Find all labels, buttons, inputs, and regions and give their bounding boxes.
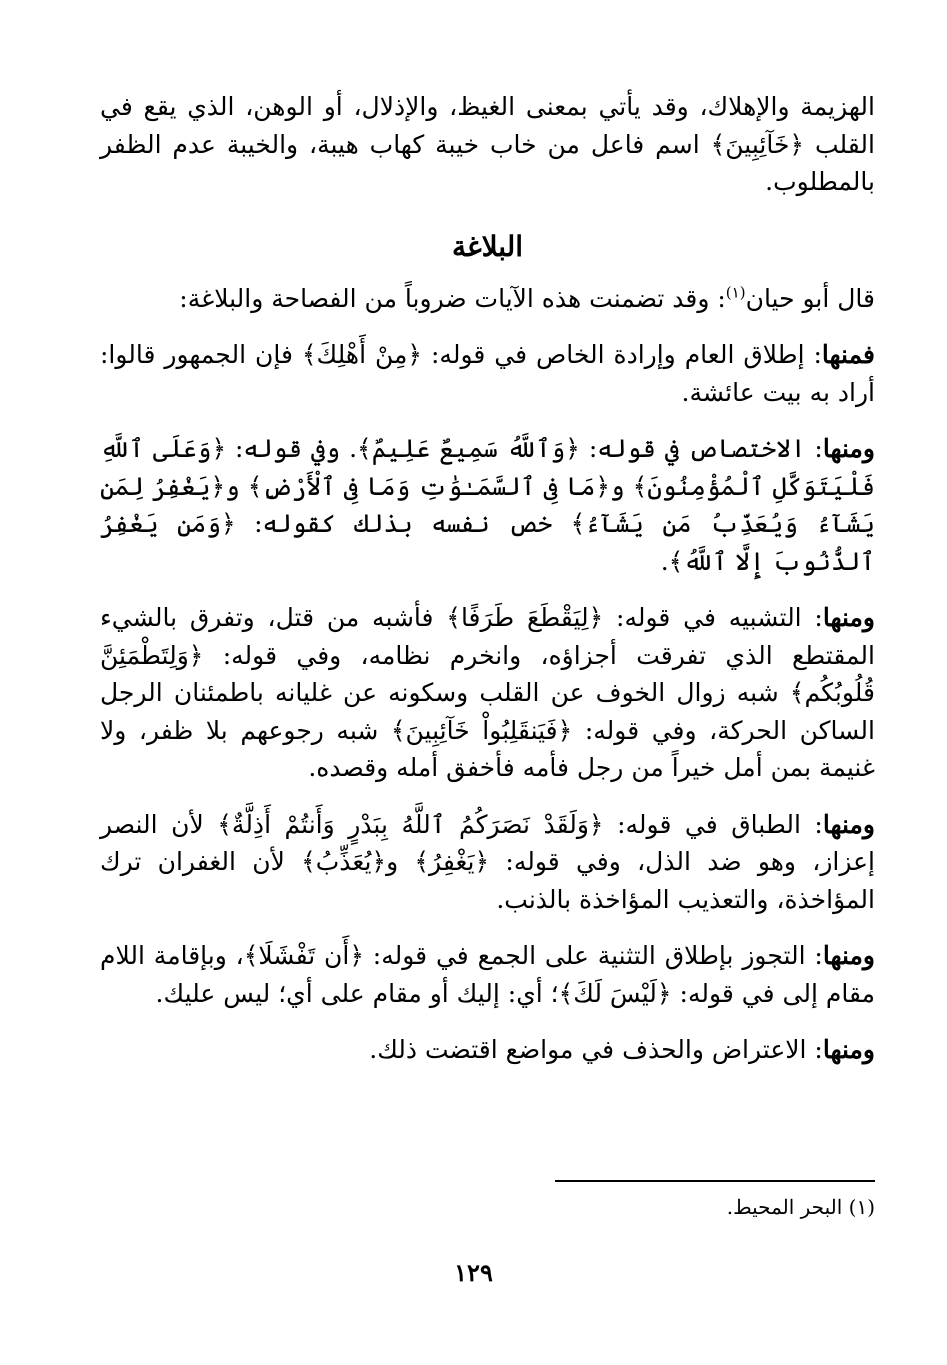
- paragraph-lead: ومنها: [822, 941, 875, 971]
- paragraph-6: [100, 1031, 875, 1069]
- section-heading: البلاغة: [451, 229, 524, 263]
- paragraph-1: [100, 336, 875, 411]
- footnote: (١) البحر المحيط.: [726, 1195, 875, 1219]
- quote-before: قال أبو حيان: [745, 283, 875, 313]
- footnote-marker: (١): [725, 283, 746, 302]
- paragraph-3: [100, 599, 875, 787]
- paragraph-text: : الاعتراض والحذف في مواضع اقتضت ذلك.: [369, 1035, 823, 1065]
- intro-paragraph: الهزيمة والإهلاك، وقد يأتي بمعنى الغيظ، والإذلال، أو الوهن، الذي يقع في القلب ﴿خَآئِبِينَ﴾ اسم فاعل من خاب خيبة كهاب هيبة، والخيبة عدم الظفر بالمطلوب.: [100, 92, 875, 196]
- paragraph-text: : التجوز بإطلاق التثنية على الجمع في قوله: ﴿أَن تَفْشَلَا﴾، وبإقامة اللام مقام إلى في قوله: ﴿لَيْسَ لَكَ﴾؛ أي: إليك أو مقام على أي؛ ليس عليك.: [100, 941, 875, 1008]
- paragraph-text: : الطباق في قوله: ﴿وَلَقَدْ نَصَرَكُمُ ٱللَّهُ بِبَدْرٍ وَأَنتُمْ أَذِلَّةٌ﴾ لأن النصر إعزاز، وهو ضد الذل، وفي قوله: ﴿يَغْفِرُ﴾ و﴿يُعَذِّبُ﴾ لأن الغفران ترك المؤاخذة، والتعذيب المؤاخذة بالذنب.: [100, 809, 875, 914]
- paragraph-lead: ومنها: [822, 434, 875, 464]
- paragraph-text: : الاختصاص في قوله: ﴿وَٱللَّهُ سَمِيعٌ عَلِيمٌ﴾. وفي قوله: ﴿وَعَلَى ٱللَّهِ فَلْيَتَوَكَّلِ ٱلْمُؤْمِنُونَ﴾ و﴿مَا فِى ٱلسَّمَـٰوَٰتِ وَمَا فِى ٱلْأَرْضِ﴾ و﴿يَغْفِرُ لِمَن يَشَآءُ وَيُعَذِّبُ مَن يَشَآءُ﴾ خص نفسه بذلك كقوله: ﴿وَمَن يَغْفِرُ ٱلذُّنُوبَ إِلَّا ٱللَّهُ﴾.: [100, 434, 875, 576]
- paragraph-5: [100, 937, 875, 1012]
- paragraph-lead: ومنها: [822, 809, 875, 839]
- quote-paragraph: [100, 280, 875, 318]
- page-number: ١٢٩: [454, 1258, 493, 1287]
- paragraph-text: : إطلاق العام وإرادة الخاص في قوله: ﴿مِنْ أَهْلِكَ﴾ فإن الجمهور قالوا: أراد به بيت عائشة.: [100, 340, 875, 407]
- footnote-divider: [555, 1180, 875, 1182]
- quote-after: : وقد تضمنت هذه الآيات ضروباً من الفصاحة والبلاغة:: [179, 283, 726, 313]
- paragraph-lead: فمنها: [821, 340, 875, 370]
- paragraph-2: [100, 430, 875, 580]
- paragraph-4: [100, 806, 875, 919]
- paragraph-lead: ومنها: [822, 603, 875, 633]
- paragraph-lead: ومنها: [822, 1035, 875, 1065]
- paragraph-text: : التشبيه في قوله: ﴿لِيَقْطَعَ طَرَفًا﴾ فأشبه من قتل، وتفرق بالشيء المقتطع الذي تفرقت أجزاؤه، وانخرم نظامه، وفي قوله: ﴿وَلِتَطْمَئِنَّ قُلُوبُكُم﴾ شبه زوال الخوف عن القلب وسكونه عن غليانه باطمئنان الرجل الساكن الحركة، وفي قوله: ﴿فَيَنقَلِبُواْ خَآئِبِينَ﴾ شبه رجوعهم بلا ظفر، ولا غنيمة بمن أمل خيراً من رجل فأمه فأخفق أمله وقصده.: [100, 603, 875, 783]
